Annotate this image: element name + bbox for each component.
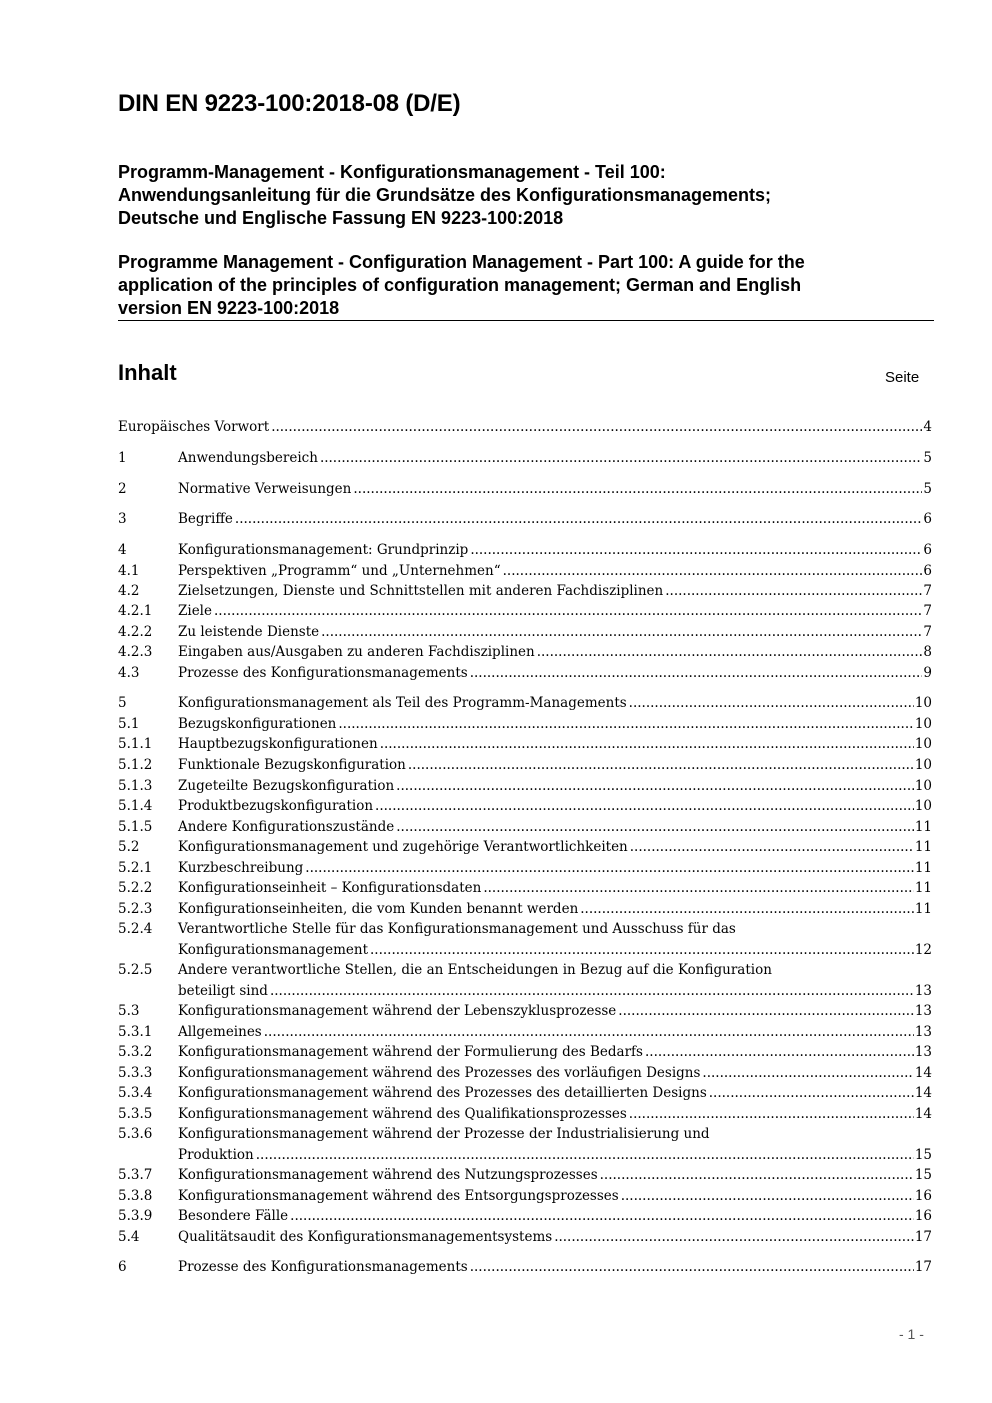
toc-entry-title-first-line: Verantwortliche Stelle für das Konfigurationsmanagement und Ausschuss für das <box>178 921 736 937</box>
toc-entry-page: 7 <box>923 583 932 599</box>
toc-entry-line <box>178 1257 932 1278</box>
toc-entry-page: 11 <box>914 901 932 917</box>
toc-entry-number: 6 <box>118 1259 127 1275</box>
toc-entry-title: Normative Verweisungen <box>178 481 352 497</box>
toc-dot-leader <box>338 714 913 735</box>
german-subtitle-line: Deutsche und Englische Fassung EN 9223-100:2018 <box>118 208 564 228</box>
toc-entry-page: 13 <box>914 1003 932 1019</box>
toc-entry-line <box>178 796 932 817</box>
toc-entry-title: Hauptbezugskonfigurationen <box>178 736 378 752</box>
toc-dot-leader <box>503 561 923 582</box>
toc-entry-page: 10 <box>914 778 932 794</box>
toc-entry-title: Konfigurationsmanagement während des Nutzungsprozesses <box>178 1167 598 1183</box>
toc-dot-leader <box>375 796 914 817</box>
toc-entry-page: 13 <box>914 982 932 999</box>
toc-entry-title-first-line: Andere verantwortliche Stellen, die an Entscheidungen in Bezug auf die Konfiguration <box>178 962 772 978</box>
toc-entry-number: 5 <box>118 695 127 711</box>
toc-entry-title-first-line: Konfigurationsmanagement während der Prozesse der Industrialisierung und <box>178 1126 710 1142</box>
toc-dot-leader <box>370 940 914 961</box>
toc-entry-title: Funktionale Bezugskonfiguration <box>178 757 406 773</box>
toc-entry-number: 2 <box>118 481 127 497</box>
toc-entry-line <box>178 663 932 684</box>
toc-entry-number: 5.2.5 <box>118 962 153 978</box>
toc-entry-number: 5.3.5 <box>118 1106 153 1122</box>
toc-entry-line <box>178 1001 932 1022</box>
toc-entry-line <box>118 417 932 438</box>
toc-dot-leader <box>353 479 922 500</box>
toc-entry-number: 5.3.3 <box>118 1065 153 1081</box>
toc-entry-number: 5.2.1 <box>118 860 153 876</box>
toc-entry-number: 5.1.3 <box>118 778 153 794</box>
toc-dot-leader <box>264 1022 914 1043</box>
toc-entry-title: Anwendungsbereich <box>178 450 318 466</box>
toc-entry-line <box>178 509 932 530</box>
toc-entry-page: 10 <box>914 716 932 732</box>
toc-entry-title: Andere Konfigurationszustände <box>178 819 395 835</box>
german-subtitle-line: Anwendungsanleitung für die Grundsätze des Konfigurationsmanagements; <box>118 185 772 205</box>
toc-entry-line <box>178 540 932 561</box>
toc-entry-title: Konfigurationsmanagement <box>178 941 369 958</box>
toc-entry-title: Bezugskonfigurationen <box>178 716 337 732</box>
toc-dot-leader <box>630 837 914 858</box>
toc-entry-page: 17 <box>914 1259 932 1275</box>
toc-entry-title: Perspektiven „Programm“ und „Unternehmen“ <box>178 563 501 579</box>
toc-entry-line <box>178 940 932 961</box>
toc-entry-number: 4.3 <box>118 665 140 681</box>
toc-entry-line <box>178 1206 932 1227</box>
toc-entry-page: 17 <box>914 1229 932 1245</box>
toc-dot-leader <box>618 1001 914 1022</box>
toc-entry-number: 5.2 <box>118 839 140 855</box>
toc-entry-line <box>178 693 932 714</box>
toc-entry-number: 4.2.3 <box>118 644 153 660</box>
toc-dot-leader <box>470 540 922 561</box>
toc-entry-title: Allgemeines <box>178 1024 262 1040</box>
toc-entry-line <box>178 581 932 602</box>
toc-entry-number: 5.2.2 <box>118 880 153 896</box>
toc-entry-number: 5.3.8 <box>118 1188 153 1204</box>
toc-entry-line <box>178 1186 932 1207</box>
toc-dot-leader <box>408 755 914 776</box>
toc-entry-page: 11 <box>914 819 932 835</box>
toc-entry-number: 5.1.4 <box>118 798 153 814</box>
toc-entry-line <box>178 981 932 1002</box>
toc-entry-line <box>178 1042 932 1063</box>
toc-entry-line <box>178 1104 932 1125</box>
toc-entry-page: 16 <box>914 1208 932 1224</box>
toc-entry-page: 12 <box>914 941 932 958</box>
toc-entry-number: 4 <box>118 542 127 558</box>
table-of-contents <box>118 0 932 1403</box>
toc-entry-title: Konfigurationsmanagement während des Prozesses des detaillierten Designs <box>178 1085 707 1101</box>
toc-entry-page: 7 <box>923 624 932 640</box>
toc-dot-leader <box>380 734 914 755</box>
toc-entry-number: 4.2.1 <box>118 603 153 619</box>
toc-heading: Inhalt <box>118 360 177 385</box>
toc-entry-line <box>178 776 932 797</box>
toc-entry-title: Konfigurationseinheit – Konfigurationsdaten <box>178 880 482 896</box>
toc-entry-number: 3 <box>118 511 127 527</box>
toc-entry-title: Kurzbeschreibung <box>178 860 304 876</box>
toc-entry-number: 5.1 <box>118 716 140 732</box>
toc-entry-title: Konfigurationsmanagement: Grundprinzip <box>178 542 469 558</box>
toc-dot-leader <box>702 1063 913 1084</box>
toc-entry-page: 10 <box>914 798 932 814</box>
toc-dot-leader <box>709 1083 914 1104</box>
toc-entry-title: Produktion <box>178 1146 254 1163</box>
toc-entry-line <box>178 561 932 582</box>
toc-entry-page: 5 <box>923 481 932 497</box>
toc-dot-leader <box>629 693 914 714</box>
toc-entry-number: 5.3.6 <box>118 1126 153 1142</box>
toc-entry-title: Zu leistende Dienste <box>178 624 320 640</box>
toc-dot-leader <box>396 776 914 797</box>
toc-entry-title: Konfigurationsmanagement während des Prozesses des vorläufigen Designs <box>178 1065 701 1081</box>
toc-dot-leader <box>256 1145 914 1166</box>
toc-entry-number: 5.2.3 <box>118 901 153 917</box>
toc-entry-title: Konfigurationsmanagement während der Formulierung des Bedarfs <box>178 1044 643 1060</box>
toc-entry-title: Konfigurationsmanagement als Teil des Programm-Managements <box>178 695 627 711</box>
toc-entry-line <box>178 642 932 663</box>
toc-dot-leader <box>537 642 923 663</box>
toc-entry-title: Begriffe <box>178 511 233 527</box>
toc-entry-line <box>178 858 932 879</box>
toc-dot-leader <box>320 448 922 469</box>
toc-entry-line <box>178 601 932 622</box>
toc-entry-number: 1 <box>118 450 127 466</box>
toc-entry-number: 5.1.5 <box>118 819 153 835</box>
toc-entry-page: 5 <box>923 450 932 466</box>
toc-dot-leader <box>270 981 914 1002</box>
toc-entry-number: 5.3.2 <box>118 1044 153 1060</box>
toc-entry-line <box>178 1145 932 1166</box>
toc-entry-page: 9 <box>923 665 932 681</box>
toc-entry-number: 5.1.1 <box>118 736 153 752</box>
toc-dot-leader <box>554 1227 914 1248</box>
toc-entry-number: 5.3.7 <box>118 1167 153 1183</box>
toc-entry-title: Prozesse des Konfigurationsmanagements <box>178 665 468 681</box>
toc-dot-leader <box>665 581 922 602</box>
toc-entry-line <box>178 899 932 920</box>
toc-entry-number: 4.2 <box>118 583 140 599</box>
toc-entry-page: 11 <box>914 860 932 876</box>
toc-dot-leader <box>470 663 923 684</box>
toc-entry-title: Konfigurationsmanagement während des Entsorgungsprozesses <box>178 1188 619 1204</box>
toc-dot-leader <box>621 1186 914 1207</box>
toc-entry-line <box>178 878 932 899</box>
toc-entry-line <box>178 755 932 776</box>
toc-entry-line <box>178 817 932 838</box>
toc-dot-leader <box>600 1165 914 1186</box>
toc-dot-leader <box>396 817 914 838</box>
toc-entry-title: Zugeteilte Bezugskonfiguration <box>178 778 395 794</box>
toc-dot-leader <box>290 1206 914 1227</box>
toc-entry-line <box>178 734 932 755</box>
toc-entry-line <box>178 622 932 643</box>
toc-entry-page: 6 <box>923 511 932 527</box>
toc-entry-number: 5.1.2 <box>118 757 153 773</box>
toc-entry-number: 5.3.9 <box>118 1208 153 1224</box>
document-title: DIN EN 9223-100:2018-08 (D/E) <box>118 90 461 117</box>
toc-entry-title: Ziele <box>178 603 212 619</box>
toc-entry-number: 5.2.4 <box>118 921 153 937</box>
toc-dot-leader <box>580 899 914 920</box>
toc-entry-title: Europäisches Vorwort <box>118 419 270 435</box>
toc-entry-number: 5.3 <box>118 1003 140 1019</box>
toc-entry-line <box>178 714 932 735</box>
toc-entry-number: 4.1 <box>118 563 140 579</box>
toc-entry-title: Konfigurationseinheiten, die vom Kunden benannt werden <box>178 901 579 917</box>
toc-entry-number: 5.3.1 <box>118 1024 153 1040</box>
english-subtitle-line: version EN 9223-100:2018 <box>118 298 340 318</box>
toc-entry-line <box>178 479 932 500</box>
toc-entry-line <box>178 448 932 469</box>
toc-dot-leader <box>483 878 913 899</box>
toc-entry-page: 4 <box>923 419 932 435</box>
toc-entry-page: 13 <box>914 1024 932 1040</box>
toc-entry-title: Qualitätsaudit des Konfigurationsmanagementsystems <box>178 1229 553 1245</box>
toc-entry-number: 5.4 <box>118 1229 140 1245</box>
toc-entry-title: Produktbezugskonfiguration <box>178 798 374 814</box>
toc-dot-leader <box>470 1257 914 1278</box>
english-subtitle-line: Programme Management - Configuration Management - Part 100: A guide for the <box>118 252 805 272</box>
toc-entry-page: 10 <box>914 736 932 752</box>
toc-entry-page: 10 <box>914 695 932 711</box>
toc-entry-page: 11 <box>914 839 932 855</box>
toc-entry-page: 7 <box>923 603 932 619</box>
toc-entry-line <box>178 837 932 858</box>
toc-entry-page: 11 <box>914 880 932 896</box>
toc-entry-page: 10 <box>914 757 932 773</box>
toc-entry-page: 6 <box>923 542 932 558</box>
toc-entry-title: Konfigurationsmanagement und zugehörige Verantwortlichkeiten <box>178 839 628 855</box>
toc-entry-page: 14 <box>914 1106 932 1122</box>
toc-dot-leader <box>321 622 922 643</box>
toc-entry-page: 15 <box>914 1167 932 1183</box>
toc-entry-page: 14 <box>914 1085 932 1101</box>
toc-entry-page: 6 <box>923 563 932 579</box>
toc-dot-leader <box>235 509 923 530</box>
toc-entry-title: Zielsetzungen, Dienste und Schnittstellen mit anderen Fachdisziplinen <box>178 583 664 599</box>
toc-entry-title: Prozesse des Konfigurationsmanagements <box>178 1259 468 1275</box>
toc-entry-page: 8 <box>923 644 932 660</box>
toc-page-column-label: Seite <box>885 369 920 386</box>
toc-dot-leader <box>214 601 922 622</box>
page-number: - 1 - <box>899 1326 924 1342</box>
toc-entry-line <box>178 1063 932 1084</box>
toc-dot-leader <box>305 858 914 879</box>
toc-entry-line <box>178 1022 932 1043</box>
toc-entry-page: 16 <box>914 1188 932 1204</box>
german-subtitle-line: Programm-Management - Konfigurationsmanagement - Teil 100: <box>118 162 666 182</box>
toc-entry-number: 4.2.2 <box>118 624 153 640</box>
toc-entry-line <box>178 1227 932 1248</box>
toc-dot-leader <box>629 1104 914 1125</box>
toc-dot-leader <box>271 417 922 438</box>
toc-entry-line <box>178 1165 932 1186</box>
toc-dot-leader <box>645 1042 914 1063</box>
toc-entry-number: 5.3.4 <box>118 1085 153 1101</box>
toc-entry-page: 13 <box>914 1044 932 1060</box>
toc-entry-title: Konfigurationsmanagement während der Lebenszyklusprozesse <box>178 1003 617 1019</box>
toc-entry-title: Eingaben aus/Ausgaben zu anderen Fachdisziplinen <box>178 644 535 660</box>
english-subtitle-line: application of the principles of configuration management; German and English <box>118 275 802 295</box>
toc-entry-page: 14 <box>914 1065 932 1081</box>
toc-entry-title: beteiligt sind <box>178 982 268 999</box>
toc-entry-title: Besondere Fälle <box>178 1208 289 1224</box>
toc-entry-line <box>178 1083 932 1104</box>
toc-entry-page: 15 <box>914 1146 932 1163</box>
toc-entry-title: Konfigurationsmanagement während des Qualifikationsprozesses <box>178 1106 627 1122</box>
